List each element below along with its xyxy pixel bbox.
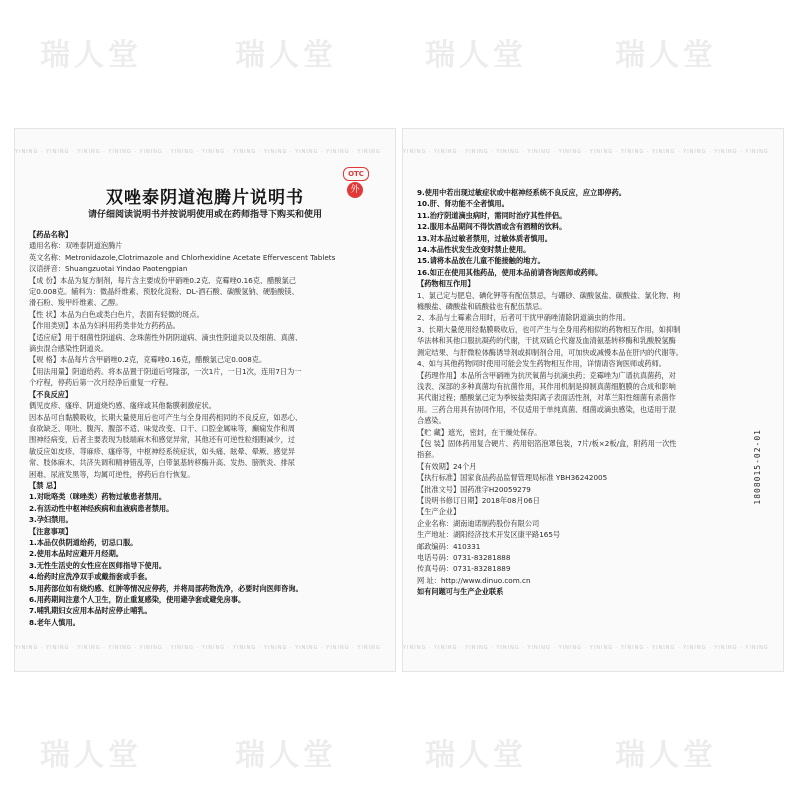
- security-ribbon: YINING · YINING · YINING · YINING · YINING · YINING · YINING · YINING · YINING · YINING · YINING · YINING: [403, 645, 769, 651]
- security-ribbon: YINING · YINING · YINING · YINING · YINING · YINING · YINING · YINING · YINING · YINING · YINING · YINING: [403, 149, 769, 155]
- text-line: 7.哺乳期妇女应用本品时应停止哺乳。: [29, 606, 152, 616]
- watermark: 瑞人堂: [615, 38, 717, 73]
- external-use-badge: 外: [347, 182, 363, 198]
- text-line: 2、本品与土霉素合用时，后者可干扰甲硝唑清除阴道滴虫的作用。: [417, 313, 631, 323]
- text-line: 6.用药期间注意个人卫生，防止重复感染，使用避孕套或避免房事。: [29, 595, 246, 604]
- text-line: 【包 装】固体药用复合硬片、药用铝箔泡罩包装，7片/板×2板/盒，附药用一次性: [417, 438, 677, 448]
- left-column-text: [29, 229, 383, 628]
- text-line: 【执行标准】国家食品药品监督管理局标准 YBH36242005: [417, 473, 608, 483]
- text-line: 【批准文号】国药准字H20059279: [417, 484, 531, 494]
- text-line: 测定结果、与肝微粒体酶诱导剂或抑制剂合用，可加快或减慢本品在肝内的代谢等。: [417, 347, 683, 357]
- text-line: 13.对本品过敏者禁用，过敏体质者慎用。: [417, 233, 552, 243]
- text-line: 【药物相互作用】: [417, 279, 475, 289]
- text-line: 其代谢过程；醋酸氯己定为季铵盐类阳离子表面活性剂，对革兰阳性细菌有杀菌作: [417, 393, 676, 403]
- text-line: 传真号码：0731-83281889: [417, 564, 511, 574]
- text-line: 因本品可自黏膜吸收，长期大量使用后也可产生与全身用药相同的不良反应，如恶心、: [29, 412, 303, 422]
- watermark: 瑞人堂: [425, 38, 527, 73]
- text-line: 【贮 藏】遮光，密封，在干燥处保存。: [417, 427, 542, 437]
- text-line: 围神经病变，后者主要表现为肢端麻木和感觉异常，其他还有可逆性粒细胞减少，过: [29, 435, 295, 445]
- watermark: 瑞人堂: [615, 738, 717, 773]
- text-line: 4.给药时应洗净双手或戴指套或手套。: [29, 572, 152, 582]
- text-line: 网 址：http://www.dinuo.com.cn: [417, 575, 531, 585]
- leaflet-page-left: [14, 128, 396, 672]
- text-line: 【禁 忌】: [29, 480, 61, 490]
- document-title: 双唑泰阴道泡腾片说明书: [106, 188, 304, 208]
- text-line: 3.无性生活史的女性应在医师指导下使用。: [29, 560, 167, 570]
- text-line: 滴虫混合感染性阴道炎。: [29, 344, 109, 354]
- document-subtitle: 请仔细阅读说明书并按说明使用或在药师指导下购买和使用: [87, 210, 322, 220]
- text-line: 滑石粉、羧甲纤维素、乙醇。: [29, 298, 123, 308]
- text-line: 4、如与其他药物同时使用可能会发生药物相互作用，详情请咨询医师或药师。: [417, 359, 666, 369]
- text-line: 【作用类别】本品为妇科用药类非处方药药品。: [29, 321, 180, 331]
- text-line: 12.服用本品期间不得饮酒或含有酒精的饮料。: [417, 222, 567, 232]
- watermark: 瑞人堂: [40, 38, 142, 73]
- text-line: 【规 格】本品每片含甲硝唑0.2克，克霉唑0.16克，醋酸氯己定0.008克。: [29, 355, 267, 365]
- text-line: 11.治疗阴道滴虫病时，需同时治疗其性伴侣。: [417, 210, 567, 220]
- text-line: 9.使用中若出现过敏症状或中枢神经系统不良反应，应立即停药。: [417, 188, 626, 197]
- text-line: 3、长期大量使用经黏膜吸收后，也可产生与全身用药相似的药物相互作用，如抑制: [417, 324, 681, 334]
- text-line: 【有效期】24个月: [417, 461, 477, 471]
- text-line: 8.老年人慎用。: [29, 617, 80, 627]
- right-column-text: [417, 187, 771, 598]
- text-line: 汉语拼音：Shuangzuotai Yindao Paotengpian: [29, 264, 188, 274]
- security-ribbon: YINING · YINING · YINING · YINING · YINING · YINING · YINING · YINING · YINING · YINING · YINING · YINING: [15, 645, 381, 651]
- text-line: 【成 份】本品为复方制剂，每片含主要成份甲硝唑0.2克、克霉唑0.16克、醋酸氯己: [29, 275, 296, 285]
- text-line: 常、肢体麻木、共济失调和精神错乱等，白带氯基转移酶升高、发热、膀胱炎、排尿: [29, 458, 295, 468]
- text-line: 橼酸盐、磷酸盐和硫酸盐也有配伍禁忌。: [417, 302, 547, 312]
- text-line: 【说明书修订日期】2018年08月06日: [417, 495, 540, 505]
- text-line: 16.如正在使用其他药品，使用本品前请咨询医师或药师。: [417, 267, 603, 277]
- text-line: 15.请将本品放在儿童不能接触的地方。: [417, 256, 545, 266]
- watermark: 瑞人堂: [235, 38, 337, 73]
- text-line: 【药理作用】本品所含甲硝唑为抗厌氧菌与抗滴虫药；克霉唑为广谱抗真菌药，对: [417, 370, 676, 380]
- text-line: 【用法用量】阴道给药。将本品置于阴道后穹隆部，一次1片，一日1次，连用7日为一: [29, 366, 302, 376]
- leaflet-page-right: [402, 128, 784, 672]
- text-line: 个疗程，停药后第一次月经净后重复一疗程。: [29, 378, 173, 388]
- security-ribbon: YINING · YINING · YINING · YINING · YINING · YINING · YINING · YINING · YINING · YINING · YINING · YINING: [15, 149, 381, 155]
- text-line: 【适应症】用于细菌性阴道病、念珠菌性外阴阴道病、滴虫性阴道炎以及细菌、真菌、: [29, 332, 303, 342]
- text-line: 通用名称：双唑泰阴道泡腾片: [29, 241, 123, 251]
- text-line: 合感染。: [417, 416, 446, 426]
- text-line: 【不良反应】: [29, 389, 73, 399]
- watermark: 瑞人堂: [40, 738, 142, 773]
- text-line: 食欲缺乏、呕吐、腹泻、腹部不适、味觉改变、口干、口腔金属味等，癫痫发作和周: [29, 423, 295, 433]
- text-line: 【注意事项】: [29, 526, 73, 536]
- watermark: 瑞人堂: [235, 738, 337, 773]
- text-line: 14.本品性状发生改变时禁止使用。: [417, 245, 531, 255]
- text-line: 10.肝、肾功能不全者慎用。: [417, 199, 509, 209]
- text-line: 邮政编码：410331: [417, 541, 481, 551]
- text-line: 【药品名称】: [29, 230, 73, 239]
- text-line: 定0.008克。辅料为：微晶纤维素、预胶化淀粉、DL-酒石酸、碳酸氢钠、硬脂酸镁、: [29, 287, 299, 297]
- print-code: 1808015-02-01: [753, 429, 762, 505]
- text-line: 电话号码：0731-83281888: [417, 553, 511, 562]
- text-line: 1.本品仅供阴道给药，切忌口服。: [29, 537, 138, 547]
- text-line: 浅表、深部的多种真菌均有抗菌作用，其作用机制是抑制真菌细胞膜的合成和影响: [417, 381, 676, 391]
- text-line: 2.有活动性中枢神经疾病和血液病患者禁用。: [29, 503, 174, 513]
- text-line: 华法林和其他口服抗凝药的代谢，干扰双硫仑代谢及血清氨基转移酶和乳酸脱氢酶: [417, 336, 676, 346]
- text-line: 【性 状】本品为白色或类白色片，表面有轻微的斑点。: [29, 309, 204, 319]
- text-line: 生产地址：湖阳经济技术开发区康平路165号: [417, 530, 561, 540]
- text-line: 3.孕妇禁用。: [29, 515, 73, 525]
- text-line: 英文名称：Metronidazole,Clotrimazole and Chlorhexidine Acetate Effervescent Tablets: [29, 252, 336, 262]
- text-line: 敏反应如皮疹、荨麻疹、瘙痒等，中枢神经系统症状，如头痛、眩晕、晕厥、感觉异: [29, 446, 295, 456]
- text-line: 企业名称：湖南迪诺制药股份有限公司: [417, 518, 540, 528]
- text-line: 5.用药部位如有烧灼感、红肿等情况应停药，并将局部药物洗净，必要时向医师咨询。: [29, 583, 303, 593]
- watermark: 瑞人堂: [425, 738, 527, 773]
- text-line: 偶见皮疹、瘙痒、阴道烧灼感、瘙痒或其他黏膜刺激症状。: [29, 401, 216, 411]
- text-line: 【生产企业】: [417, 507, 461, 517]
- text-line: 如有问题可与生产企业联系: [417, 587, 504, 597]
- otc-badge: OTC: [343, 167, 369, 181]
- text-line: 1、氯己定与肥皂、碘化钾等有配伍禁忌，与硼砂、碳酸氢盐、碳酸盐、氯化物、枸: [417, 290, 681, 300]
- text-line: 困难、尿液发黑等，均属可逆性，停药后自行恢复。: [29, 469, 195, 479]
- text-line: 指套。: [417, 450, 439, 460]
- text-line: 1.对吡咯类（咪唑类）药物过敏患者禁用。: [29, 492, 167, 502]
- text-line: 2.使用本品时应避开月经期。: [29, 549, 123, 559]
- text-line: 用。三药合用具有协同作用，不仅适用于单纯真菌、细菌或滴虫感染，也适用于混: [417, 404, 676, 414]
